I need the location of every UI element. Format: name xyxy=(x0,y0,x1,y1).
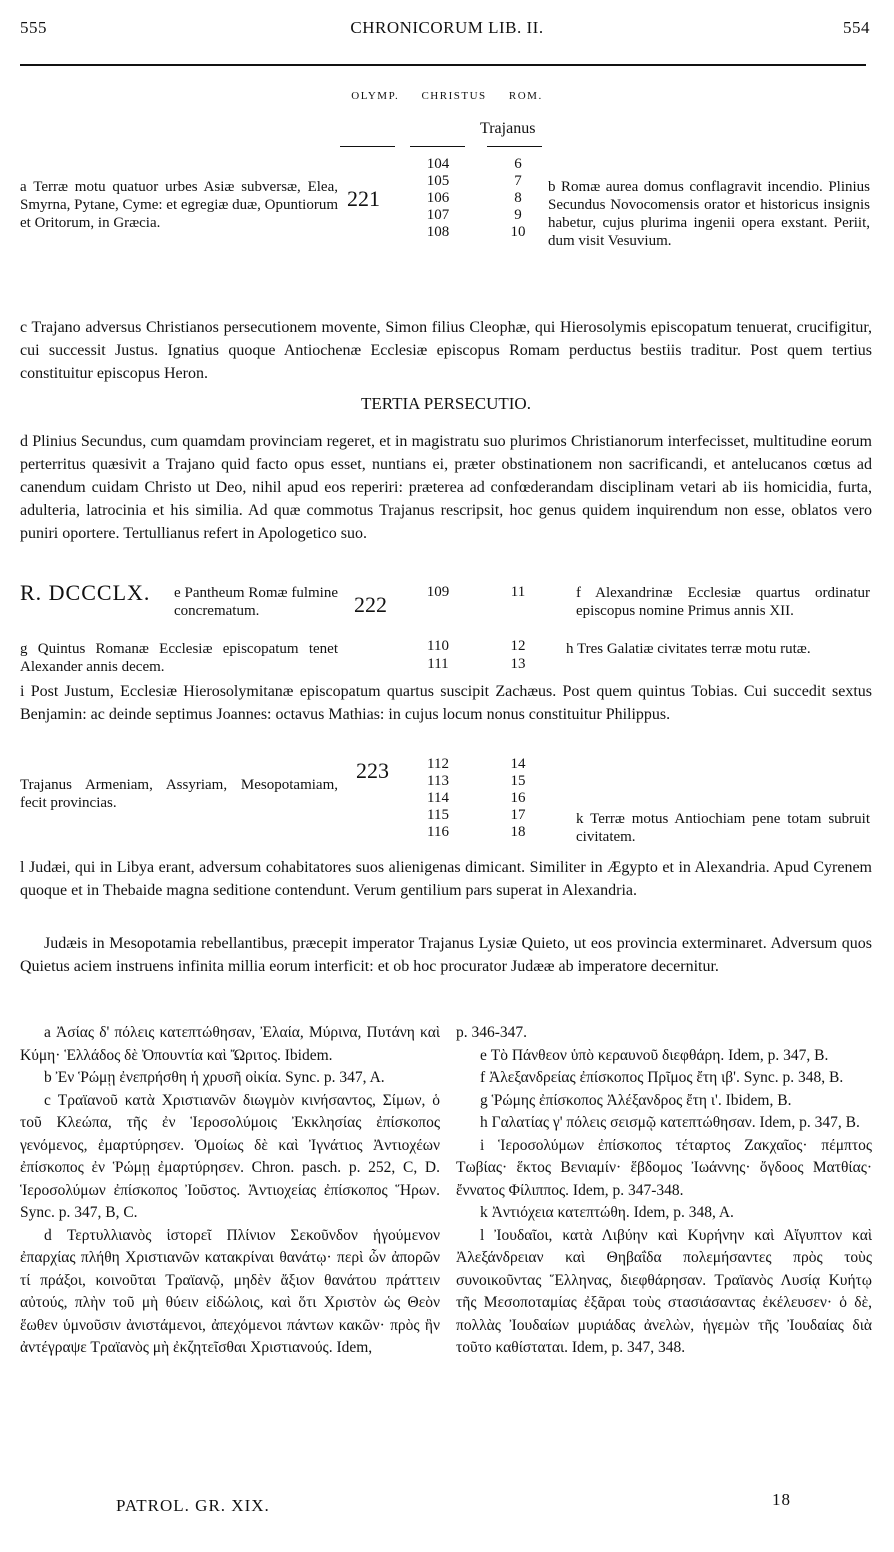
christus-years xyxy=(418,756,458,841)
section-heading: TERTIA PERSECUTIO. xyxy=(361,394,531,413)
rom-years xyxy=(498,756,538,841)
year: 107 xyxy=(426,207,450,223)
column-rom: ROM. xyxy=(508,90,543,102)
roman-year-marker: R. DCCCLX. xyxy=(20,580,151,605)
column-rule-christus xyxy=(410,146,465,147)
christus-years xyxy=(418,156,458,241)
year: 16 xyxy=(510,790,526,806)
footnote-c: c Τραϊανοῦ κατὰ Χριστιανῶν διωγμὸν κινήσαντος, Σίμων, ὁ τοῦ Κλεώπα, τῆς ἐν Ἱεροσολύμοις Ἐκκλησίας ἐπίσκοπος γενόμενος, ἐμαρτύρησεν. Ὁμοίως δὲ καὶ Ἰγνάτιος Ἀντιοχέων ἐπίσκοπος ἐν Ῥώμῃ ἐμαρτύρησεν. Chron. pasch. p. 252, C, D. Ἱεροσολύμων ἐπίσκοπος Ἰοῦστος. Ἀντιοχείας ἐπίσκοπος Ἥρων. Sync. p. 347, B, C. xyxy=(20,1091,440,1221)
chronicle-entry-h: h Tres Galatiæ civitates terræ motu rutæ. xyxy=(566,641,811,657)
footnote-d: d Τερτυλλιανὸς ἱστορεῖ Πλίνιον Σεκοῦνδον ἡγούμενον ἐπαρχίας πλήθη Χριστιανῶν κατακρίναι θανάτῳ· περὶ ὧν ἀπορῶν τί πράξοι, κοινοῦται Τραϊανῷ, μηδὲν ἄξιον θανάτου πράττειν αὐτούς, πλὴν τοῦ μὴ θύειν εἰδώλοις, καὶ ὅτι Χριστὸν ὡς Θεὸν ἕωθεν ὑμνοῦσιν ἀνιστάμενοι, ἀπεχόμενοι πάντων κακῶν· πρὸς ἣν ἀντέγραψε Τραϊανὸς μὴ ἐκζητεῖσθαι Χριστιανούς. Idem, xyxy=(20,1226,440,1356)
footnote-b: b Ἐν Ῥώμῃ ἐνεπρήσθη ἡ χρυσῆ οἰκία. Sync. p. 347, A. xyxy=(44,1069,385,1086)
year: 113 xyxy=(427,773,449,789)
header-rule xyxy=(20,64,866,66)
footnotes-right-column xyxy=(456,1022,872,1360)
paragraph-d: d Plinius Secundus, cum quamdam provinciam regeret, et in magistratu suo plurimos Christianorum interfecisset, multitudine eorum perterritus quæsivit a Trajano quid facto opus esset, nuntians ei, præter obstinationem non sacrificandi, et antelucanos cœtus ad canendum cuidam Christo ut Deo, nihil apud eos reperiri: præterea ad confœderandam disciplinam vetari ab iis homicidia, furta, adulteria, latrocinia et his similia. Ad quæ commotus Trajanus rescripsit, hoc genus quidem inquirendum non esse, oblatos vero puniri oportere. Tertullianus refert in Apologetico suo. xyxy=(20,433,872,542)
year: 111 xyxy=(427,656,449,672)
year: 11 xyxy=(510,584,526,600)
footnote-g: g Ῥώμης ἐπίσκοπος Ἀλέξανδρος ἔτη ι'. Ibidem, B. xyxy=(480,1091,792,1109)
chronicle-entry-a: a Terræ motu quatuor urbes Asiæ subversæ, Elea, Smyrna, Pytane, Cyme: et egregiæ duæ, Opuntiorum et Oritorum, in Græcia. xyxy=(20,179,338,231)
footer-sheet-number: 18 xyxy=(772,1490,791,1509)
year: 8 xyxy=(514,190,522,206)
footnote-l: l Ἰουδαῖοι, κατὰ Λιβύην καὶ Κυρήνην καὶ Αἴγυπτον καὶ Ἀλεξάνδρειαν καὶ Θηβαΐδα πολεμήσαντες πρὸς τοὺς συνοικοῦντας Ἕλληνας, διεφθάρησαν. Τραϊανὸς Λυσίᾳ Κυήτῳ τῆς Μεσοποταμίας ἐξᾶραι τοὺς στασιάσαντας ἐκέλευσεν· ὁ δὲ, πολλὰς Ἰουδαίων μυριάδας ἀνελὼν, ἡγεμὼν τῆς Ἰουδαίας διὰ τοῦτο καθίσταται. Idem, p. 347, 348. xyxy=(456,1226,872,1356)
year: 110 xyxy=(427,638,449,654)
footnote-k: k Ἀντιόχεια κατεπτώθη. Idem, p. 348, A. xyxy=(480,1204,734,1221)
olympiad-number: 222 xyxy=(354,592,387,617)
year: 115 xyxy=(427,807,449,823)
page-number-left: 555 xyxy=(20,18,47,37)
rom-years xyxy=(498,156,538,241)
column-olymp: OLYMP. xyxy=(351,90,400,102)
column-rule-rom xyxy=(487,146,542,147)
year: 109 xyxy=(426,584,450,600)
year: 104 xyxy=(426,156,450,172)
chronicle-entry-b: b Romæ aurea domus conflagravit incendio. Plinius Secundus Novocomensis orator et historicus insignis habetur, cujus plurima ingenii opera exstant. Periit, dum visit Vesuvium. xyxy=(548,179,870,249)
year: 7 xyxy=(514,173,522,189)
chronicle-entry-e: e Pantheum Romæ fulmine concrematum. xyxy=(174,585,338,619)
paragraph-i: i Post Justum, Ecclesiæ Hierosolymitanæ episcopatum quartus suscipit Zachæus. Post quem quintus Tobias. Cui succedit sextus Benjamin: ac deinde septimus Joannes: octavus Mathias: in cujus locum nonus constituitur Philippus. xyxy=(20,683,872,723)
year: 108 xyxy=(426,224,450,240)
year: 15 xyxy=(510,773,526,789)
chronicle-entry-trajanus: Trajanus Armeniam, Assyriam, Mesopotamiam, fecit provincias. xyxy=(20,777,338,811)
footnote-h: h Γαλατίας γ' πόλεις σεισμῷ κατεπτώθησαν. Idem, p. 347, B. xyxy=(480,1114,860,1131)
footnote-a: a Ἀσίας δ' πόλεις κατεπτώθησαν, Ἐλαία, Μύρινα, Πυτάνη καὶ Κύμη· Ἑλλάδος δὲ Ὀπουντία καὶ Ὤριτος. Ibidem. xyxy=(20,1024,440,1064)
chronicle-entry-f: f Alexandrinæ Ecclesiæ quartus ordinatur episcopus nomine Primus annis XII. xyxy=(576,585,870,619)
chronicle-entry-g: g Quintus Romanæ Ecclesiæ episcopatum tenet Alexander annis decem. xyxy=(20,641,338,675)
column-rule-olymp xyxy=(340,146,395,147)
chronicle-entry-k: k Terræ motus Antiochiam pene totam subruit civitatem. xyxy=(576,811,870,845)
paragraph-c: c Trajano adversus Christianos persecutionem movente, Simon filius Cleophæ, qui Hierosolymis episcopatum tenuerat, crucifigitur, cui successit Justus. Ignatius quoque Antiochenæ Ecclesiæ episcopus Romam perductus bestiis traditur. Post quem tertius constituitur episcopus Heron. xyxy=(20,319,872,382)
year: 17 xyxy=(510,807,526,823)
year: 6 xyxy=(514,156,522,172)
footnotes-left-column xyxy=(20,1022,440,1360)
year: 9 xyxy=(514,207,522,223)
paragraph-l: l Judæi, qui in Libya erant, adversum cohabitatores suos alienigenas dimicant. Similiter in Ægypto et in Alexandria. Apud Cyrenem quoque et in Thebaide magna seditione contendunt. Verum gentilium pars superat in Alexandria. xyxy=(20,859,872,899)
paragraph-m: Judæis in Mesopotamia rebellantibus, præcepit imperator Trajanus Lysiæ Quieto, ut eos provincia exterminaret. Adversum quos Quietus aciem instruens infinita millia eorum interficit: et ob hoc procurator Judææ ab imperatore decernitur. xyxy=(20,935,872,975)
footnote-i: i Ἱεροσολύμων ἐπίσκοπος τέταρτος Ζακχαῖος· πέμπτος Τωβίας· ἕκτος Βενιαμίν· ἕβδομος Ἰωάννης· ὄγδοος Ματθίας· ἔννατος Φίλιππος. Idem, p. 347-348. xyxy=(456,1136,872,1199)
olympiad-number: 223 xyxy=(356,758,389,783)
footnote-f: f Ἀλεξανδρείας ἐπίσκοπος Πρῖμος ἔτη ιβ'. Sync. p. 348, B. xyxy=(480,1069,844,1086)
year: 106 xyxy=(426,190,450,206)
footnote-e: e Τὸ Πάνθεον ὑπὸ κεραυνοῦ διεφθάρη. Idem, p. 347, B. xyxy=(480,1046,829,1064)
year: 114 xyxy=(427,790,449,806)
year: 12 xyxy=(510,638,526,654)
year: 105 xyxy=(426,173,450,189)
footer-signature: PATROL. GR. XIX. xyxy=(116,1496,270,1515)
olympiad-number: 221 xyxy=(347,186,380,211)
column-christus: CHRISTUS xyxy=(421,90,487,102)
year: 10 xyxy=(510,224,526,240)
year: 18 xyxy=(510,824,526,840)
footnote-continuation: p. 346-347. xyxy=(456,1024,528,1041)
year: 112 xyxy=(427,756,449,772)
year: 116 xyxy=(427,824,449,840)
emperor-heading: Trajanus xyxy=(480,120,536,137)
year: 14 xyxy=(510,756,526,772)
page-number-right: 554 xyxy=(843,18,870,37)
year: 13 xyxy=(510,656,526,672)
running-title: CHRONICORUM LIB. II. xyxy=(350,18,544,37)
column-headings xyxy=(0,90,894,102)
